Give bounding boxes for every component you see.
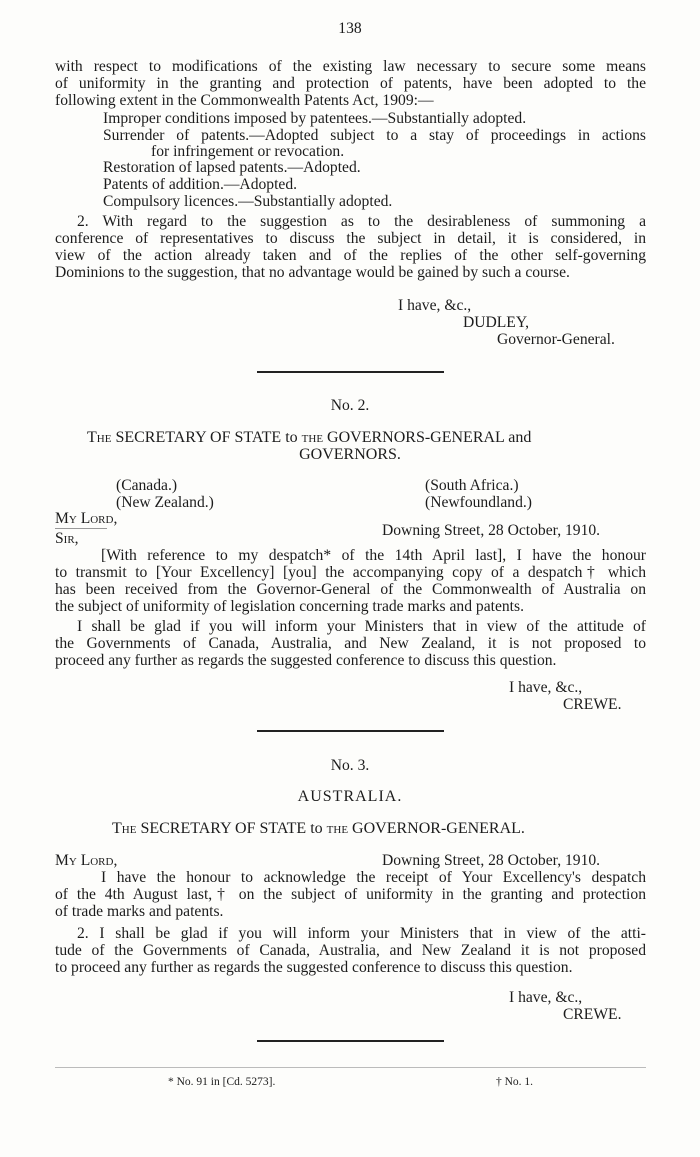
title-word: GOVERNOR-GENERAL. [352,820,525,837]
despatch-number: No. 3. [330,757,370,774]
title-word: GOVERNORS-GENERAL and [327,429,532,446]
intro-line-3: following extent in the Commonwealth Patents Act, 1909:— [55,92,434,109]
para-line: view of the action already taken and of the replies of the other self-governing [55,247,646,264]
list-item: Surrender of patents.—Adopted subject to a stay of proceedings in actions [103,127,646,144]
recipient: (Canada.) [116,477,178,494]
para-line: I have the honour to acknowledge the receipt of Your Excellency's despatch [101,869,646,886]
para-line: the Governments of Canada, Australia, and New Zealand, it is not proposed to [55,635,646,652]
signatory: DUDLEY, [463,314,529,331]
despatch-number: No. 2. [330,397,370,414]
list-item: Compulsory licences.—Substantially adopted. [103,193,393,210]
list-item: for infringement or revocation. [151,143,345,160]
para-line: 2. With regard to the suggestion as to the desirableness of summoning a [77,213,646,230]
salutation: My Lord, [55,510,118,527]
recipient: (New Zealand.) [116,494,214,511]
para-line: of trade marks and patents. [55,903,224,920]
section-divider [257,730,444,732]
title-word: The [87,429,112,446]
footnote: † No. 1. [496,1076,534,1088]
date-line: Downing Street, 28 October, 1910. [382,522,601,539]
closing: I have, &c., [509,989,583,1006]
date-line: Downing Street, 28 October, 1910. [382,852,601,869]
country-heading: AUSTRALIA. [297,788,403,805]
para-line: I shall be glad if you will inform your Ministers that in view of the attitude of [77,618,646,635]
para-line: the subject of uniformity of legislation concerning trade marks and patents. [55,598,524,615]
title-word: The [112,820,137,837]
title-word: to [285,429,298,446]
signatory: CREWE. [563,696,622,713]
closing: I have, &c., [509,679,583,696]
despatch-title [112,820,525,837]
para-line: to transmit to [Your Excellency] [you] the accompanying copy of a despatch† which [55,564,646,581]
list-item: Restoration of lapsed patents.—Adopted. [103,159,361,176]
section-divider [257,1040,444,1042]
recipient: (South Africa.) [425,477,519,494]
footnote-rule [55,1067,646,1068]
footnote: * No. 91 in [Cd. 5273]. [168,1076,276,1088]
para-line: conference of representatives to discuss the subject in detail, it is considered, in [55,230,646,247]
salutation-divider [55,528,107,529]
title-word: the [301,429,324,446]
para-line: of the 4th August last,† on the subject of uniformity in the granting and protection [55,886,646,903]
para-line: has been received from the Governor-General of the Commonwealth of Australia on [55,581,646,598]
salutation: Sir, [55,530,79,547]
title-word: to [310,820,323,837]
salutation: My Lord, [55,852,118,869]
intro-line-1: with respect to modifications of the existing law necessary to secure some means [55,58,646,75]
title-word: the [326,820,349,837]
title-word: SECRETARY OF STATE [115,429,282,446]
para-line: tude of the Governments of Canada, Australia, and New Zealand it is not proposed [55,942,646,959]
para-line: proceed any further as regards the suggested conference to discuss this question. [55,652,557,669]
closing: I have, &c., [398,297,472,314]
para-line: 2. I shall be glad if you will inform your Ministers that in view of the atti- [77,925,646,942]
recipient: (Newfoundland.) [425,494,532,511]
despatch-title-line-2: GOVERNORS. [299,446,401,463]
list-item: Improper conditions imposed by patentees.—Substantially adopted. [103,110,527,127]
list-item: Patents of addition.—Adopted. [103,176,298,193]
page-number: 138 [338,20,362,37]
para-line: Dominions to the suggestion, that no advantage would be gained by such a course. [55,264,570,281]
intro-line-2: of uniformity in the granting and protection of patents, have been adopted to the [55,75,646,92]
para-line: to proceed any further as regards the suggested conference to discuss this question. [55,959,573,976]
signatory-title: Governor-General. [497,331,615,348]
title-word: SECRETARY OF STATE [140,820,307,837]
section-divider [257,371,444,373]
despatch-title [87,429,531,446]
signatory: CREWE. [563,1006,622,1023]
para-line: [With reference to my despatch* of the 14th April last], I have the honour [101,547,646,564]
